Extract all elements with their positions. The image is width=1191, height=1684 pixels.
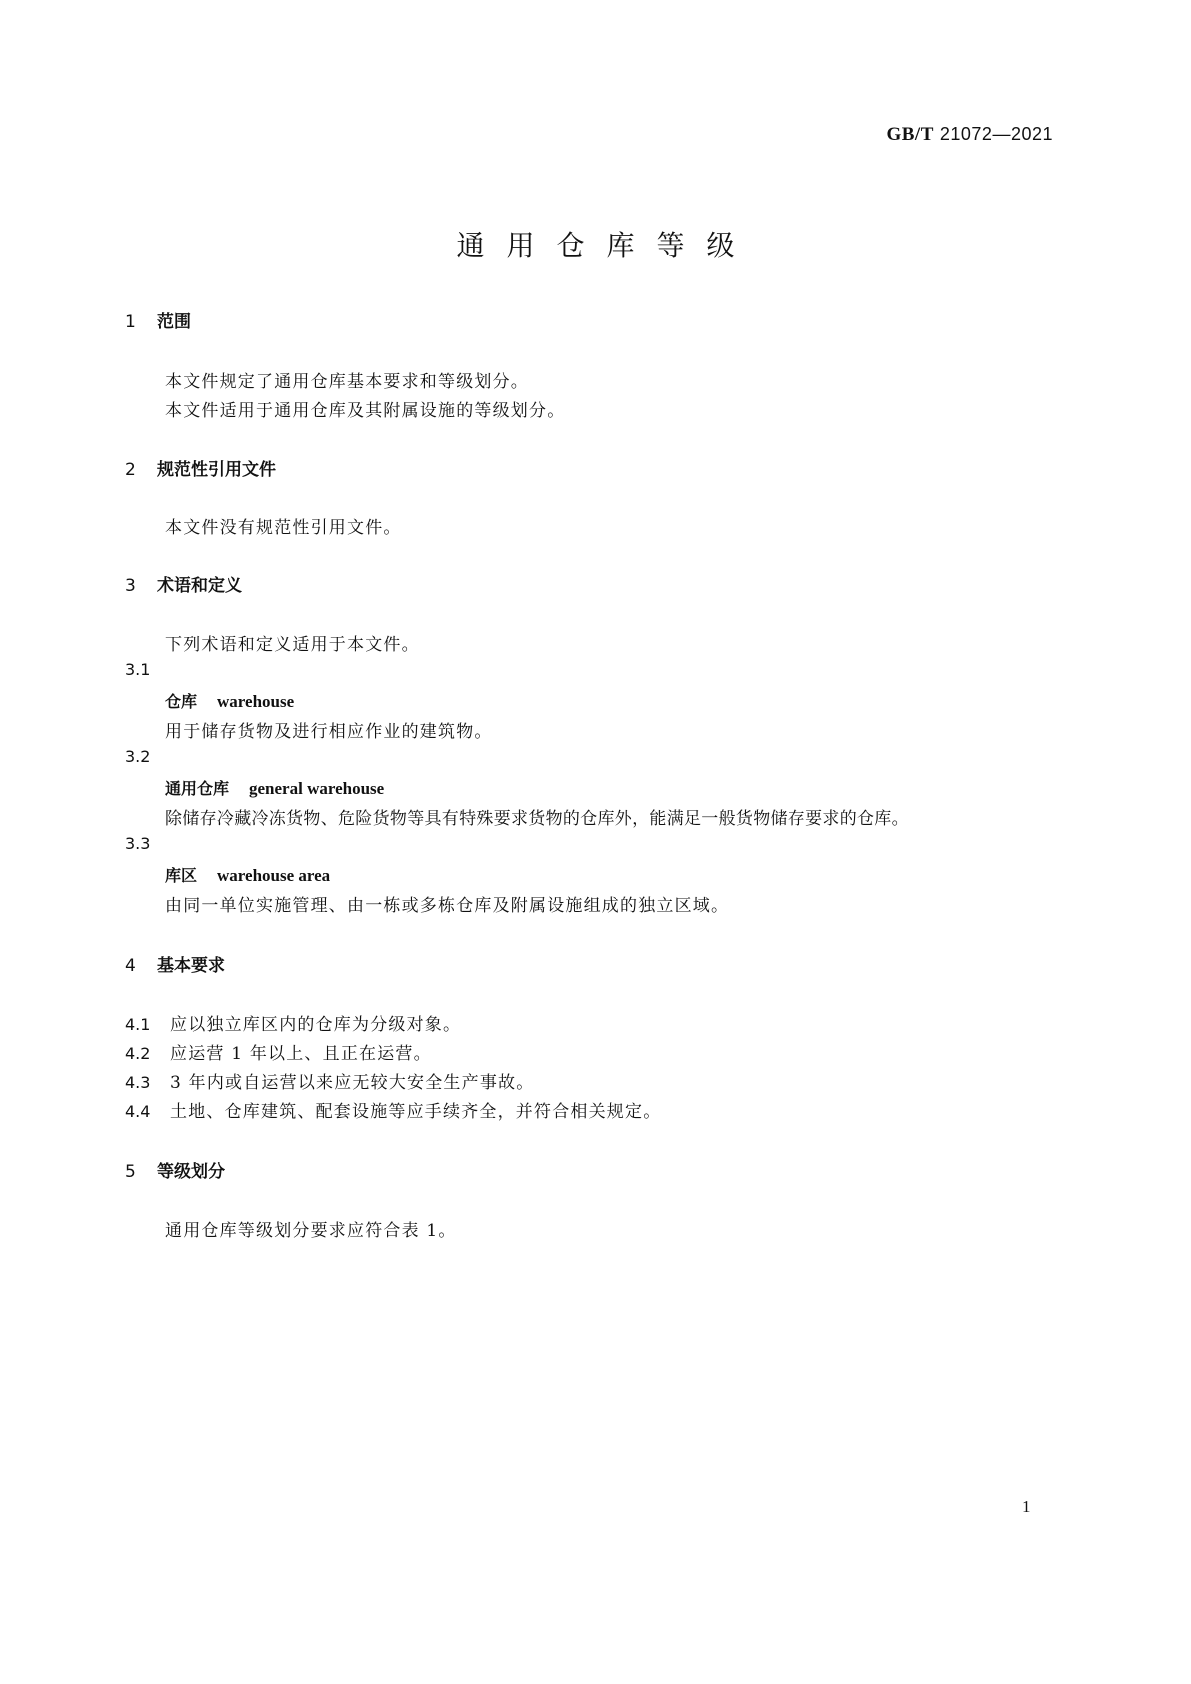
section-title: 规范性引用文件 [157, 460, 276, 480]
section-number: 4 [125, 956, 136, 976]
section-title: 基本要求 [157, 956, 225, 976]
requirement-text: 土地、仓库建筑、配套设施等应手续齐全，并符合相关规定。 [170, 1102, 662, 1122]
paragraph: 本文件没有规范性引用文件。 [165, 518, 402, 538]
section-4-heading [125, 951, 225, 976]
requirement-number: 4.4 [125, 1102, 151, 1121]
section-number: 2 [125, 460, 136, 480]
term-definition: 用于储存货物及进行相应作业的建筑物。 [165, 722, 493, 742]
term-name [165, 689, 294, 712]
requirement-number: 4.2 [125, 1044, 151, 1063]
section-title: 等级划分 [157, 1162, 225, 1182]
requirement-text: 应运营 1 年以上、且正在运营。 [170, 1044, 432, 1064]
paragraph: 本文件规定了通用仓库基本要求和等级划分。 [165, 372, 529, 392]
requirement-item [125, 1010, 461, 1035]
requirement-item [125, 1039, 432, 1064]
section-2-heading [125, 455, 276, 480]
section-title: 范围 [157, 312, 191, 332]
page-number: 1 [1022, 1497, 1031, 1516]
term-number: 3.3 [125, 834, 151, 853]
term-name-en: warehouse [217, 692, 295, 711]
requirement-number: 4.3 [125, 1073, 151, 1092]
requirement-item [125, 1068, 534, 1093]
standard-code: 21072—2021 [939, 124, 1053, 144]
paragraph: 本文件适用于通用仓库及其附属设施的等级划分。 [165, 401, 566, 421]
term-name-zh: 通用仓库 [165, 779, 230, 798]
term-name-zh: 库区 [165, 866, 198, 885]
requirement-text: 3 年内或自运营以来应无较大安全生产事故。 [170, 1073, 535, 1093]
requirement-item [125, 1097, 661, 1122]
term-number: 3.1 [125, 660, 151, 679]
term-definition: 由同一单位实施管理、由一栋或多栋仓库及附属设施组成的独立区域。 [165, 896, 730, 916]
document-title: 通用仓库等级 [456, 229, 757, 262]
term-name [165, 863, 330, 886]
paragraph: 下列术语和定义适用于本文件。 [165, 635, 420, 655]
term-definition: 除储存冷藏冷冻货物、危险货物等具有特殊要求货物的仓库外，能满足一般货物储存要求的仓库。 [165, 809, 909, 829]
term-name-en: warehouse area [217, 866, 331, 885]
standard-number [886, 124, 1053, 146]
section-5-heading [125, 1157, 225, 1182]
section-number: 5 [125, 1162, 136, 1182]
section-title: 术语和定义 [157, 576, 242, 596]
paragraph: 通用仓库等级划分要求应符合表 1。 [165, 1221, 457, 1241]
term-name-zh: 仓库 [165, 692, 198, 711]
term-name-en: general warehouse [249, 779, 385, 798]
section-1-heading [125, 307, 191, 332]
term-name [165, 776, 384, 799]
section-number: 3 [125, 576, 136, 596]
term-number: 3.2 [125, 747, 151, 766]
standard-prefix: GB/T [886, 124, 934, 145]
requirement-text: 应以独立库区内的仓库为分级对象。 [170, 1015, 462, 1035]
section-number: 1 [125, 312, 136, 332]
section-3-heading [125, 571, 242, 596]
requirement-number: 4.1 [125, 1015, 151, 1034]
